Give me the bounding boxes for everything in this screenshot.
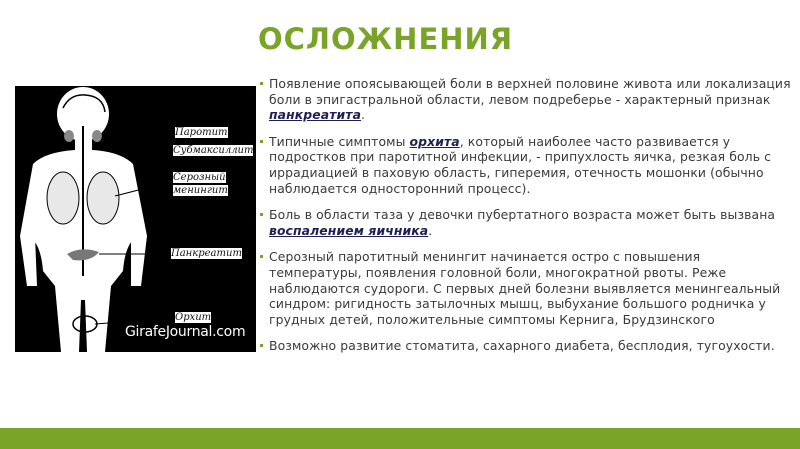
- bullet-meningitis: Серозный паротитный менингит начинается остро с повышения температуры, появления головной боли, многократной рвоты. Реже наблюдаются судороги. С первых дней болезни выявляется менингеальный синдром: ригидность затылочных мышц, выбухание большого родничка у грудных детей, положительные симптомы Кернига, Брудзинского: [260, 249, 794, 327]
- watermark-text: GirafeJournal.com: [125, 324, 246, 340]
- label-parotitis: Паротит: [175, 127, 228, 138]
- label-submaxillitis: Субмаксиллит: [173, 145, 254, 156]
- label-orchitis: Орхит: [175, 312, 212, 323]
- label-meningitis: менингит: [173, 185, 228, 196]
- bullet-orchitis: Типичные симптомы орхита, который наиболее часто развивается у подростков при паротитной инфекции, - припухлость яичка, резкая боль с иррадиацией в паховую область, гиперемия, отечность мошонки (обычно наблюдается односторонний процесс).: [260, 134, 794, 196]
- highlight-orchitis: орхита: [409, 133, 460, 149]
- bullet-other: Возможно развитие стоматита, сахарного диабета, бесплодия, тугоухости.: [260, 338, 794, 354]
- bullet-oophoritis: Боль в области таза у девочки пубертатного возраста может быть вызвана воспалением яичника.: [260, 207, 794, 238]
- page-title: ОСЛОЖНЕНИЯ: [258, 22, 514, 56]
- bottom-accent-bar: [0, 428, 800, 449]
- highlight-oophoritis: воспалением яичника: [269, 222, 429, 238]
- bullet-pancreatitis: Появление опоясывающей боли в верхней половине живота или локализация боли в эпигастральной области, левом подреберье - характерный признак панкреатита.: [260, 76, 794, 123]
- highlight-pancreatitis: панкреатита: [269, 107, 362, 123]
- complications-list: [260, 76, 794, 365]
- human-silhouette-drawing: [15, 86, 256, 352]
- anatomy-illustration: [15, 86, 256, 352]
- label-pancreatitis: Панкреатит: [171, 248, 242, 259]
- label-serous: Серозный: [173, 172, 226, 183]
